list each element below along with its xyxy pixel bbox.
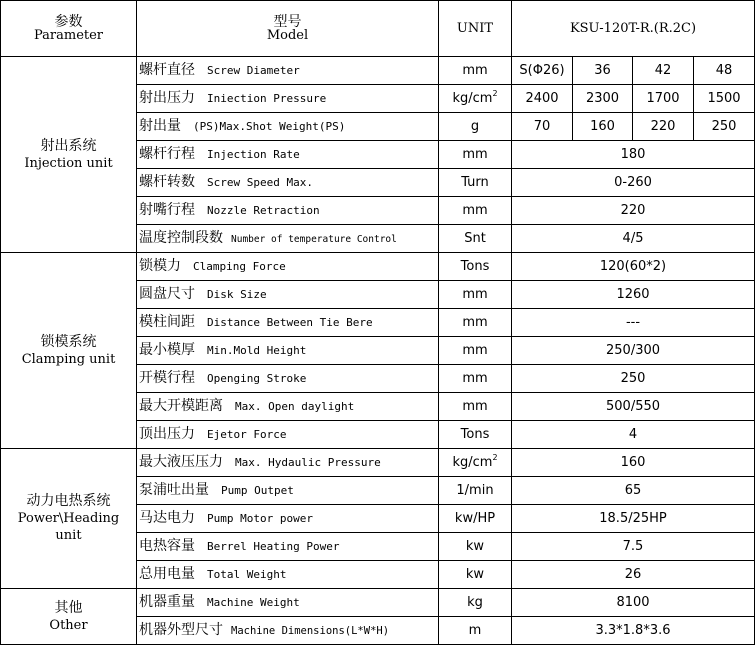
value-cell: 26 [512, 561, 755, 589]
item-cn: 射嘴行程 [139, 202, 195, 218]
item-opening-stroke [137, 365, 439, 393]
value-cell: 70 [512, 113, 573, 141]
item-cn: 圆盘尺寸 [139, 286, 195, 302]
value-cell: S(Φ26) [512, 57, 573, 85]
unit-cell: m [439, 617, 512, 645]
item-machine-weight [137, 589, 439, 617]
group-injection-en: Injection unit [24, 155, 113, 171]
group-power-en: Power\Heading [17, 511, 120, 526]
value-cell: 8100 [512, 589, 755, 617]
item-cn: 最大液压压力 [139, 454, 223, 470]
item-screw-diameter [137, 57, 439, 85]
header-row [1, 1, 755, 57]
group-clamping-en: Clamping unit [21, 351, 116, 367]
model-header-cn: 型号 [273, 13, 302, 30]
group-other [1, 589, 137, 645]
value-cell: 1260 [512, 281, 755, 309]
unit-cell: mm [439, 281, 512, 309]
item-injection-pressure [137, 85, 439, 113]
unit-cell: mm [439, 337, 512, 365]
item-cn: 顶出压力 [139, 426, 195, 442]
item-en: Machine Weight [207, 596, 300, 609]
value-cell: 7.5 [512, 533, 755, 561]
value-cell: 0-260 [512, 169, 755, 197]
unit-cell: mm [439, 197, 512, 225]
item-max-hydraulic-pressure [137, 449, 439, 477]
unit-superscript: 2 [492, 88, 498, 98]
unit-cell: mm [439, 365, 512, 393]
value-cell: 220 [633, 113, 694, 141]
item-tie-bar-distance [137, 309, 439, 337]
item-en: Openging Stroke [207, 372, 307, 385]
item-cn: 马达电力 [139, 510, 195, 526]
item-en: Number of temperature Control [231, 233, 397, 245]
group-other-cn: 其他 [54, 599, 83, 616]
unit-cell: mm [439, 309, 512, 337]
value-cell: 250 [512, 365, 755, 393]
value-cell: 42 [633, 57, 694, 85]
unit-cell: Tons [439, 421, 512, 449]
item-screw-stroke [137, 141, 439, 169]
item-pump-motor-power [137, 505, 439, 533]
item-cn: 锁模力 [139, 258, 181, 274]
unit-cell: 1/min [439, 477, 512, 505]
value-cell: 36 [573, 57, 633, 85]
item-clamping-force [137, 253, 439, 281]
item-en: Total Weight [207, 568, 287, 581]
unit-text: kg/cm [452, 90, 493, 106]
item-cn: 电热容量 [139, 538, 195, 554]
item-en: Pump Outpet [221, 484, 294, 497]
group-power-en2: unit [55, 528, 82, 543]
unit-cell [439, 85, 512, 113]
item-screw-speed [137, 169, 439, 197]
value-cell: 1500 [694, 85, 755, 113]
unit-cell: kg [439, 589, 512, 617]
item-en: Injection Rate [207, 148, 300, 161]
unit-cell: mm [439, 393, 512, 421]
value-cell: 4/5 [512, 225, 755, 253]
value-cell: 160 [512, 449, 755, 477]
value-cell: 250 [694, 113, 755, 141]
value-cell: 250/300 [512, 337, 755, 365]
value-cell: 2400 [512, 85, 573, 113]
value-cell: 180 [512, 141, 755, 169]
item-cn: 螺杆直径 [139, 62, 195, 78]
item-cn: 最小模厚 [139, 342, 195, 358]
unit-cell: mm [439, 57, 512, 85]
item-total-power [137, 561, 439, 589]
item-en: Screw Diameter [207, 64, 300, 77]
item-cn: 机器外型尺寸 [139, 622, 223, 638]
item-en: Max. Open daylight [235, 400, 355, 413]
item-en: Disk Size [207, 288, 267, 301]
item-cn: 射出量 [139, 118, 181, 134]
value-cell: 2300 [573, 85, 633, 113]
item-cn: 螺杆行程 [139, 146, 195, 162]
value-cell: --- [512, 309, 755, 337]
value-cell: 65 [512, 477, 755, 505]
item-disk-size [137, 281, 439, 309]
item-cn: 开模行程 [139, 370, 195, 386]
unit-cell [439, 449, 512, 477]
item-cn: 温度控制段数 [139, 229, 223, 246]
item-min-mold-height [137, 337, 439, 365]
model-name: KSU-120T-R.(R.2C) [512, 1, 755, 57]
value-cell: 160 [573, 113, 633, 141]
item-nozzle-retraction [137, 197, 439, 225]
parameter-header [1, 1, 137, 57]
item-pump-output [137, 477, 439, 505]
item-max-open-daylight [137, 393, 439, 421]
item-cn: 最大开模距离 [139, 398, 223, 414]
item-cn: 射出压力 [139, 90, 195, 106]
value-cell: 220 [512, 197, 755, 225]
item-en: Ejetor Force [207, 428, 287, 441]
table-row [1, 589, 755, 617]
item-cn: 泵浦吐出量 [139, 482, 209, 498]
unit-cell: Snt [439, 225, 512, 253]
item-en: Machine Dimensions(L*W*H) [231, 625, 390, 637]
item-en: Distance Between Tie Bere [207, 316, 373, 329]
item-en: Max. Hydaulic Pressure [235, 456, 381, 469]
item-barrel-heating-power [137, 533, 439, 561]
item-en: Berrel Heating Power [207, 540, 340, 553]
group-injection-cn: 射出系统 [40, 137, 97, 154]
unit-cell: g [439, 113, 512, 141]
item-en: Nozzle Retraction [207, 204, 320, 217]
unit-text: kg/cm [452, 454, 493, 470]
unit-cell: kw/HP [439, 505, 512, 533]
item-ejector-force [137, 421, 439, 449]
value-cell: 120(60*2) [512, 253, 755, 281]
item-machine-dimensions [137, 617, 439, 645]
unit-superscript: 2 [492, 452, 498, 462]
group-clamping [1, 253, 137, 449]
item-en: Pump Motor power [207, 512, 313, 525]
unit-cell: kw [439, 533, 512, 561]
value-cell: 1700 [633, 85, 694, 113]
group-other-en: Other [49, 617, 88, 633]
item-cn: 螺杆转数 [139, 174, 195, 190]
item-temperature-control [137, 225, 439, 253]
item-cn: 模柱间距 [139, 314, 195, 330]
table-row [1, 253, 755, 281]
value-cell: 18.5/25HP [512, 505, 755, 533]
parameter-header-en: Parameter [33, 27, 104, 43]
table-row [1, 57, 755, 85]
group-injection [1, 57, 137, 253]
item-cn: 机器重量 [139, 594, 195, 610]
unit-cell: mm [439, 141, 512, 169]
item-en: Clamping Force [193, 260, 286, 273]
model-header [137, 1, 439, 57]
unit-cell: Turn [439, 169, 512, 197]
item-cn: 总用电量 [139, 566, 195, 582]
value-cell: 48 [694, 57, 755, 85]
value-cell: 3.3*1.8*3.6 [512, 617, 755, 645]
value-cell: 500/550 [512, 393, 755, 421]
item-en: Screw Speed Max. [207, 176, 313, 189]
item-shot-weight [137, 113, 439, 141]
unit-cell: kw [439, 561, 512, 589]
value-cell: 4 [512, 421, 755, 449]
table-row [1, 449, 755, 477]
group-power [1, 449, 137, 589]
parameter-header-cn: 参数 [54, 13, 83, 30]
unit-header: UNIT [439, 1, 512, 57]
group-power-cn: 动力电热系统 [26, 493, 111, 509]
item-en: (PS)Max.Shot Weight(PS) [193, 120, 346, 133]
group-clamping-cn: 锁模系统 [40, 333, 97, 350]
model-header-en: Model [266, 27, 309, 43]
item-en: Iniection Pressure [207, 92, 327, 105]
item-en: Min.Mold Height [207, 344, 307, 357]
unit-cell: Tons [439, 253, 512, 281]
